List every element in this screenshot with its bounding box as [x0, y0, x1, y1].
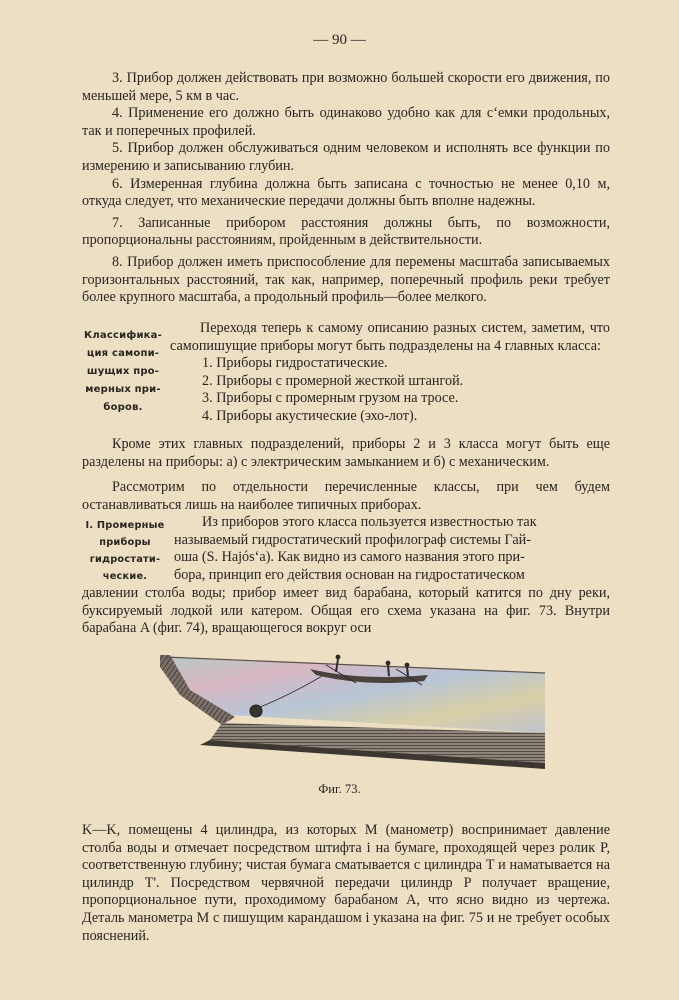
subdivision-section: [82, 436, 610, 514]
person-icon: [336, 655, 341, 660]
page-number: — 90 —: [313, 32, 366, 48]
figure-caption: Фиг. 73.: [318, 782, 361, 796]
requirement-5: 5. Прибор должен обслуживаться одним человеком и исполнять все функции по измерению и записыванию глубин.: [82, 140, 610, 174]
class-3: 3. Приборы с промерным грузом на тросе.: [202, 390, 459, 407]
section1-rest: [82, 585, 610, 638]
class-1: 1. Приборы гидростатические.: [202, 355, 388, 372]
description-paragraph: K—K, помещены 4 цилиндра, из которых M (манометр) воспринимает давление столба воды и отмечает посредством штифта i на бумаге, проходящей через ролик P, соответственную глубину; чистая бумага сматывается с цилиндра T и наматывается на цилиндр T'. Посредством червячной передачи цилиндр P получает вращение, пропорциональное пути, проходимому барабаном A, что ясно видно из чертежа. Деталь манометра M с пишущим карандашом i указана на фиг. 75 и не требует особых пояснений.: [82, 822, 610, 944]
requirement-7: 7. Записанные прибором расстояния должны быть, по возможности, пропорциональны расстояниям, пройденным в действительности.: [82, 214, 610, 249]
requirement-6: 6. Измеренная глубина должна быть записана с точностью не менее 0,10 м, откуда следует, что механические передачи должны быть вполне надежны.: [82, 175, 610, 210]
section1-line-3: оша (S. Hajós‘а). Как видно из самого названия этого при-: [174, 549, 525, 566]
classification-intro: Переходя теперь к самому описанию разных систем, заметим, что самопишущие приборы могут быть подразделены на 4 главных класса:: [170, 320, 610, 354]
sidenote-section1: I. Промерные приборы гидростати- ческие.: [85, 520, 165, 582]
drum-icon: [250, 705, 262, 717]
requirement-4: 4. Применение его должно быть одинаково удобно как для с‘емки продольных, так и поперечных профилей.: [82, 105, 610, 139]
requirement-3: 3. Прибор должен действовать при возможно большей скорости его движения, по меньшей мере, 5 км в час.: [82, 70, 610, 104]
section1-lines: [174, 514, 610, 584]
sidenote-classification: Классифика- ция самопи- шущих про- мерных при- боров.: [84, 330, 162, 413]
person-icon: [386, 661, 391, 666]
section1-line-4: бора, принцип его действия основан на гидростатическом: [174, 566, 525, 583]
class-4: 4. Приборы акустические (эхо-лот).: [202, 407, 418, 424]
subdivision-paragraph: Кроме этих главных подразделений, приборы 2 и 3 класса могут быть еще разделены на приборы: а) с электрическим замыканием и б) с механическим.: [82, 436, 610, 470]
section1-line-2: называемый гидростатический профилограф системы Гай-: [174, 531, 531, 548]
class-2: 2. Приборы с промерной жесткой штангой.: [202, 372, 464, 389]
figure-73-illustration: [160, 645, 550, 770]
classification-section: [170, 320, 610, 426]
figure-description: [82, 822, 610, 945]
section1-continuation: давлении столба воды; прибор имеет вид барабана, который катится по дну реки, буксируемый лодкой или катером. Общая его схема указана на фиг. 73. Внутри барабана A (фиг. 74), вращающегося вокруг оси: [82, 585, 610, 637]
person-icon: [405, 663, 410, 668]
review-paragraph: Рассмотрим по отдельности перечисленные классы, при чем будем останавливаться лишь на наиболее типичных приборах.: [82, 479, 610, 513]
section1-line-1: Из приборов этого класса пользуется известностью так: [202, 514, 537, 530]
requirement-8: 8. Прибор должен иметь приспособление для перемены масштаба записываемых горизонтальных расстояний, так как, например, поперечный профиль реки требует более крупного масштаба, а продольный профиль—более мелкого.: [82, 253, 610, 306]
requirements-list: [82, 70, 610, 307]
